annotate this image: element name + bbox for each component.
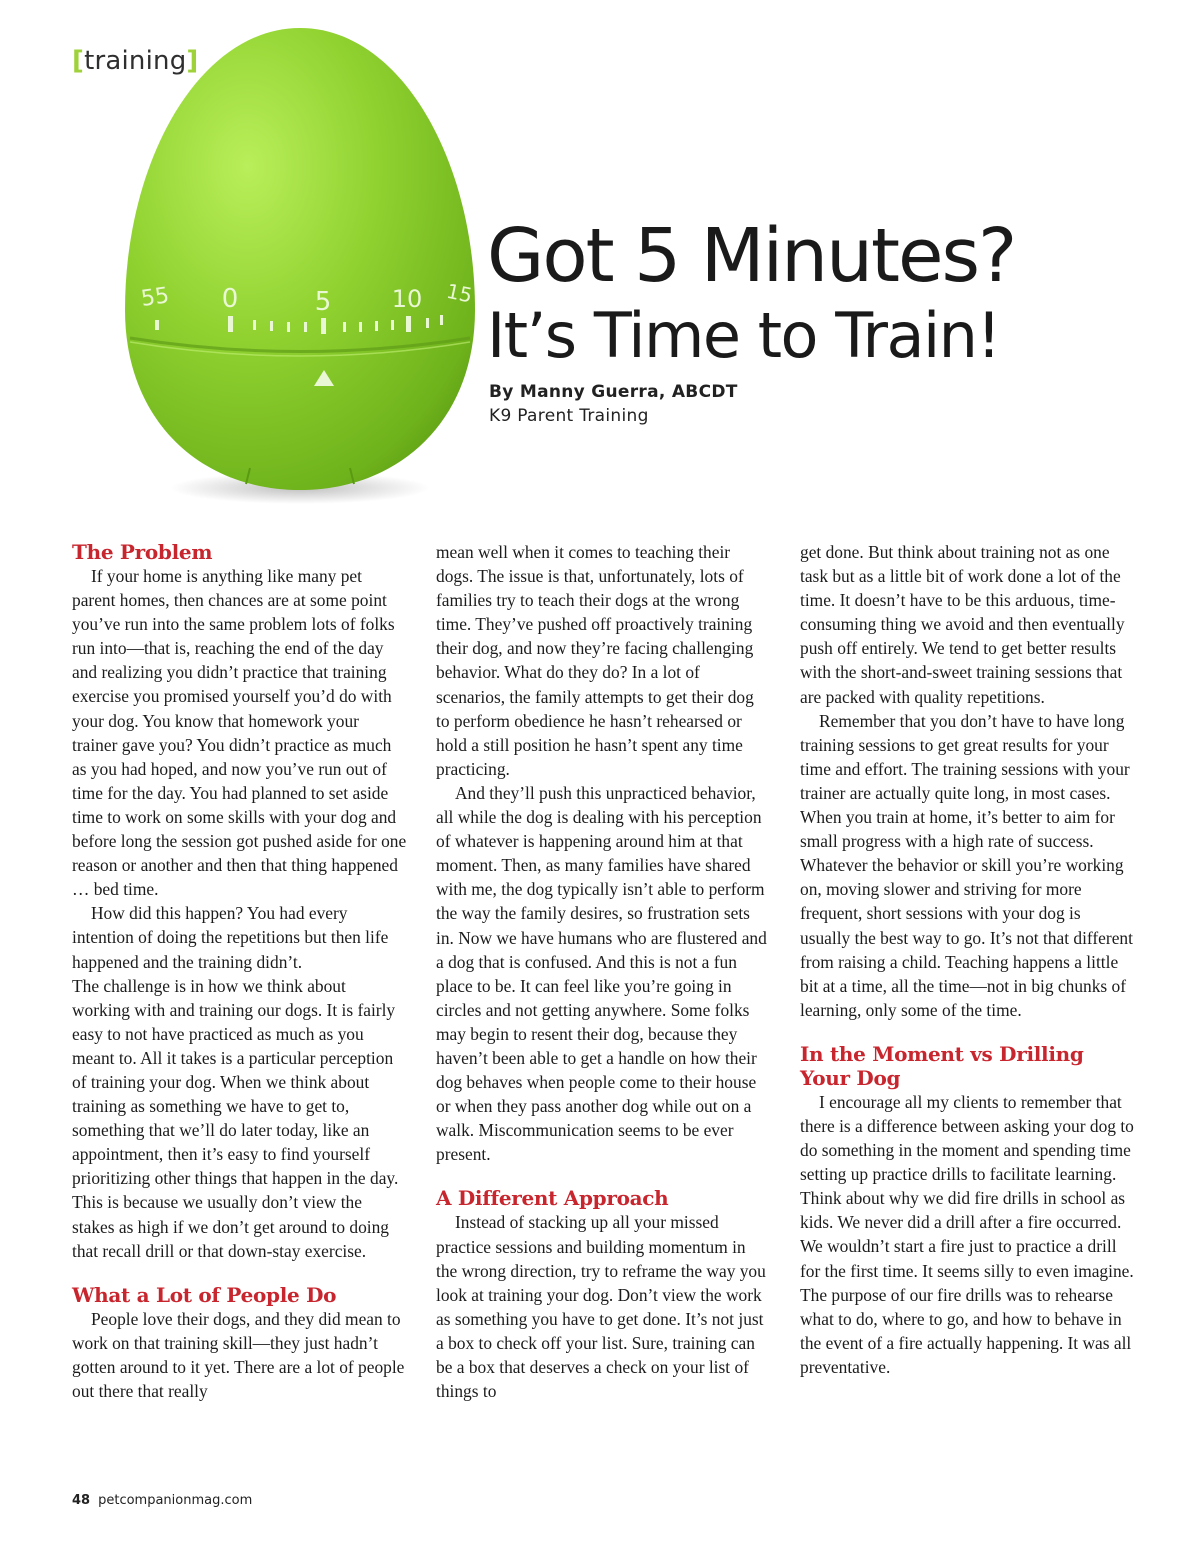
section-tag [72,46,199,76]
article-column-3 [800,540,1135,1379]
paragraph: The challenge is in how we think about working with and training our dogs. It is fairly easy to not have practiced as much as you meant to. All it takes is a particular perception of training your dog. When we think about training as something we have to get to, something that we’ll do later today, like an appointment, then it’s easy to find yourself prioritizing other things that happen in the day. This is because we usually don’t view the stakes as high if we don’t get around to doing that recall drill or that down-stay exercise. [72,975,399,1261]
heading-a-different-approach: A Different Approach [436,1186,669,1211]
paragraph: Remember that you don’t have to have long training sessions to get great results for your time and effort. The training sessions with your trainer are actually quite long, in most cases. When you train at home, it’s better to aim for small progress with a high rate of success. Whatever the behavior or skill you’re working on, moving slower and striving for more frequent, short sessions with your dog is usually the best way to go. It’s not that different from raising a child. Teaching happens a little bit at a time, all the time—not in big chunks of learning, only some of the time. [800,710,1133,1020]
timer-tick-55: 55 [139,283,171,312]
paragraph: get done. But think about training not as one task but as a little bit of work done a lot of the time. It doesn’t have to be this arduous, time-consuming thing we avoid and then eventually push off entirely. We tend to get better results with the short-and-sweet training sessions that are packed with quality repetitions. [800,542,1125,707]
article-column-1 [72,540,407,1403]
article-column-2 [436,540,771,1403]
paragraph: Instead of stacking up all your missed practice sessions and building momentum in the wrong direction, try to reframe the way you look at training your dog. Don’t view the work as something you have to get done. It’s not just a box to check off your list. Sure, training can be a box that deserves a check on your list of things to [436,1212,766,1402]
title-line-1: Got 5 Minutes? [487,213,1016,299]
timer-tick-0: 0 [221,284,239,314]
timer-tick-5: 5 [314,287,332,317]
section-tag-label: training [84,46,187,76]
byline [489,380,738,428]
section-tag-open-bracket: [ [72,46,85,76]
timer-tick-10: 10 [391,285,423,313]
paragraph: I encourage all my clients to remember that there is a difference between asking your dog to do something in the moment and spending time setting up practice drills to facilitate learning. Think about why we did fire drills in school as kids. We never did a drill after a fire occurred. We wouldn’t start a fire just to practice a drill for the first time. It seems silly to even imagine. The purpose of our fire drills was to rehearse what to do, where to go, and how to behave in the event of a fire actually happening. It was all preventative. [800,1091,1134,1377]
page-footer [72,1493,252,1508]
article-title [487,212,1015,372]
title-line-2: It’s Time to Train! [487,299,1000,372]
heading-what-a-lot-of-people-do: What a Lot of People Do [72,1282,337,1307]
paragraph: How did this happen? You had every intention of doing the repetitions but then life happened and the training didn’t. [72,903,389,972]
paragraph: And they’ll push this unpracticed behavior, all while the dog is dealing with his perception of whatever is happening around him at that moment. Then, as many families have shared with me, the dog typically isn’t able to perform the way the family desires, so frustration sets in. Now we have humans who are flustered and a dog that is confused. And this is not a fun place to be. It can feel like you’re going in circles and not getting anywhere. Some folks may begin to resent their dog, because they haven’t been able to get a handle on how their dog behaves when people come to their house or when they pass another dog while out on a walk. Miscommunication seems to be ever present. [436,782,767,1165]
section-tag-close-bracket: ] [186,46,199,76]
heading-the-problem: The Problem [72,540,213,564]
heading-in-the-moment-vs-drilling: In the Moment vs Drilling Your Dog [800,1041,1084,1090]
footer-site-link[interactable]: petcompanionmag.com [98,1493,253,1508]
timer-tick-15: 15 [444,278,475,308]
page-number: 48 [72,1493,91,1508]
paragraph: If your home is anything like many pet parent homes, then chances are at some point you’ve run into the same problem lots of folks run into—that is, reaching the end of the day and realizing you didn’t practice that training exercise you promised yourself you’d do with your dog. You know that homework your trainer gave you? You didn’t practice as much as you had hoped, and now you’ve run out of time for the day. You had planned to set aside time to work on some skills with your dog and before long the session got pushed aside for one reason or another and then that thing happened … bed time. [72,566,407,900]
paragraph: People love their dogs, and they did mean to work on that training skill—they just hadn’t gotten around to it yet. There are a lot of people out there that really [72,1308,405,1401]
egg-timer-icon [100,20,500,510]
byline-organization: K9 Parent Training [489,406,649,426]
paragraph: mean well when it comes to teaching their dogs. The issue is that, unfortunately, lots of families try to teach their dogs at the wrong time. They’ve pushed off proactively training their dog, and now they’re facing challenging behavior. What do they do? In a lot of scenarios, the family attempts to get their dog to perform obedience he hasn’t rehearsed or hold a still position he hasn’t spent any time practicing. [436,542,754,779]
byline-author: By Manny Guerra, ABCDT [489,382,738,402]
